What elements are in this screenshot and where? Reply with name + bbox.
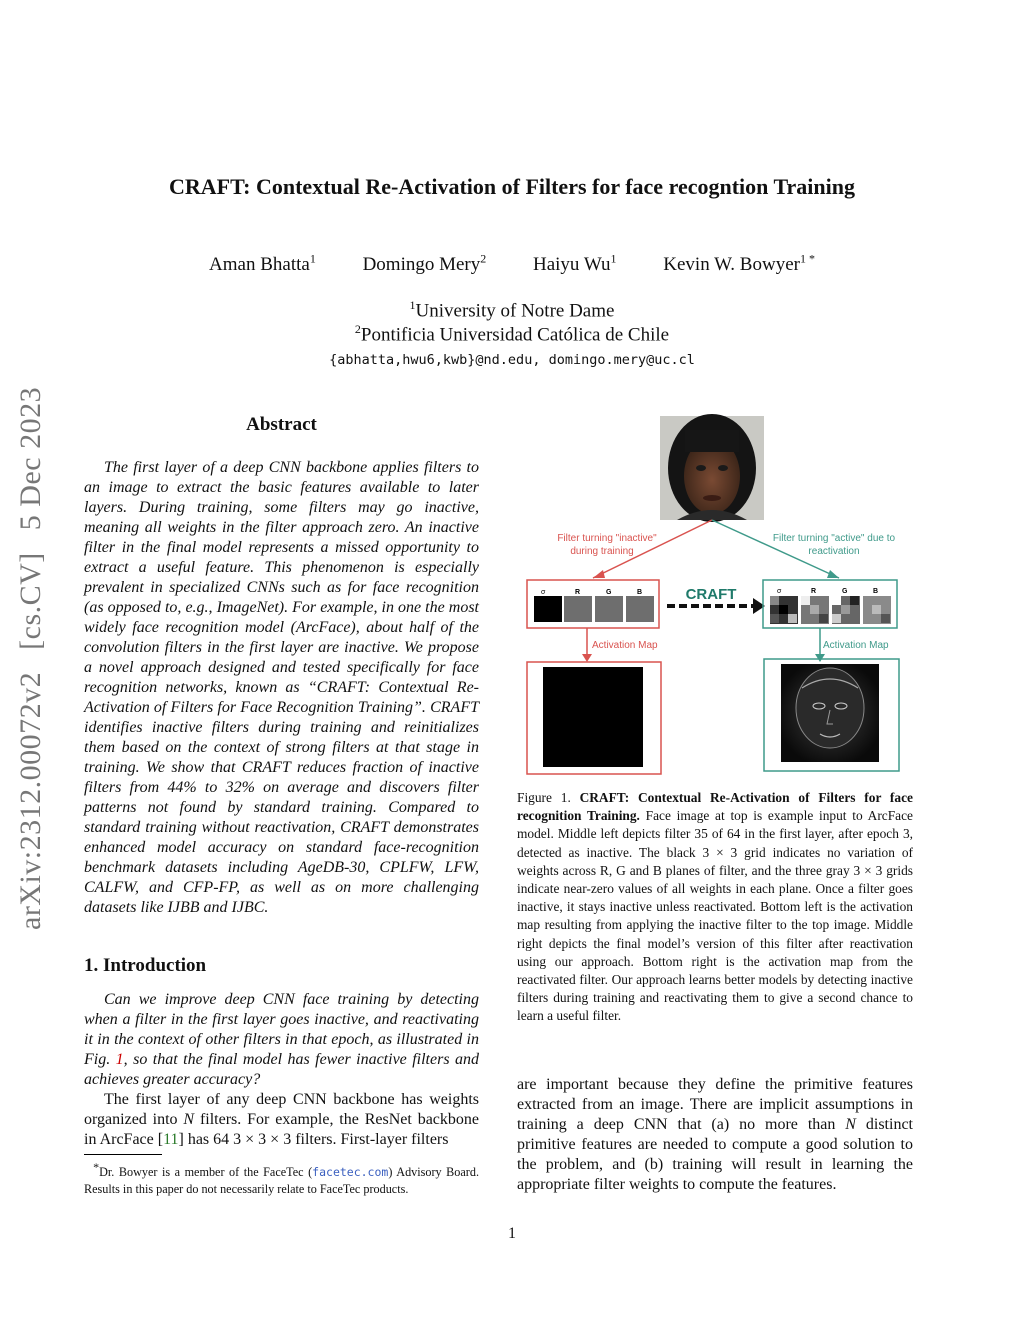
intro-paragraph: The first layer of any deep CNN backbone has weights organized into N filters. For example, the ResNet backbone in ArcFace [11] has 64 3 × 3 × 3 filters. First-layer filters — [84, 1091, 479, 1148]
caption-title: CRAFT: Contextual Re-Activation of Filters for face recognition Training. — [517, 790, 913, 824]
inactive-filter-planes — [534, 586, 654, 622]
citation-link[interactable]: 11 — [163, 1131, 179, 1148]
svg-text:G: G — [606, 589, 612, 596]
facetec-link[interactable]: facetec.com — [312, 1165, 389, 1180]
figure-1 — [517, 408, 913, 780]
email-line: {abhatta,hwu6,kwb}@nd.edu, domingo.mery@uc.cl — [329, 352, 695, 368]
page-number: 1 — [508, 1225, 516, 1242]
craft-label: CRAFT — [685, 586, 737, 603]
right-column-text: are important because they define the primitive features extracted from an image. There are implicit assumptions in training a deep CNN that (a) no more than N distinct primitive features are needed to compute a good solution to the problem, and (b) training will result in learning the appropriate filter weights to compute the features. — [517, 1076, 913, 1193]
left-label: Filter turning "inactive" — [557, 533, 657, 544]
svg-text:B: B — [637, 589, 643, 596]
author: Kevin W. Bowyer$^{1 *}$ — [663, 252, 815, 276]
svg-text:σ: σ — [541, 589, 546, 596]
arxiv-date: 5 Dec 2023 — [14, 386, 47, 531]
figure-ref-link[interactable]: 1 — [115, 1051, 124, 1068]
abstract-body — [84, 458, 479, 918]
author-list — [0, 252, 1024, 276]
arxiv-category: [cs.CV] — [14, 552, 47, 650]
activation-map-label-right: Activation Map — [823, 640, 889, 651]
right-label: reactivation — [808, 546, 860, 557]
caption-label: Figure 1. — [517, 790, 571, 805]
svg-text:R: R — [575, 589, 581, 596]
introduction-body — [84, 990, 479, 1150]
arxiv-id: arXiv:2312.00072v2 — [14, 671, 47, 930]
inactive-activation-map — [543, 667, 643, 767]
section-heading-introduction: 1. Introduction — [84, 955, 207, 976]
figure-caption — [517, 789, 913, 1026]
svg-text:G: G — [842, 588, 848, 595]
svg-text:σ: σ — [777, 588, 782, 595]
right-label: Filter turning "active" due to — [772, 533, 896, 544]
arxiv-side-label — [14, 370, 54, 930]
affiliation: $^2$Pontificia Universidad Católica de Chile — [354, 322, 670, 346]
footnote: *Dr. Bowyer is a member of the FaceTec (facetec.com) Advisory Board. Results in this paper do not necessarily relate to FaceTec products. — [84, 1154, 479, 1198]
caption-text: Face image at top is example input to ArcFace model. Middle left depicts filter 35 of 64 in the first layer, after epoch 3, detected as inactive. The black 3 × 3 grid indicates no variation of weights across R, G and B planes of filter, and the three gray 3 × 3 grids indicate near-zero values of all weights in each plane. Once a filter goes inactive, it stays inactive unless reactivated. Bottom left is the activation map resulting from applying the inactive filter to the top image. Middle right depicts the final model’s version of this filter after reactivation using our approach. Bottom right is the activation map from the reactivated filter. Our approach learns better models by detecting inactive filters during training and reactivating them to give a second chance to learn a useful filter. — [517, 808, 913, 1024]
paper-title: CRAFT: Contextual Re-Activation of Filters for face recogntion Training — [169, 174, 855, 199]
reactivated-filter-planes — [770, 588, 891, 624]
intro-paragraph: Can we improve deep CNN face training by detecting when a filter in the first layer goes inactive, and reactivating it in the context of other filters in that epoch, as illustrated in Fig. 1, so that the final model has fewer inactive filters and achieves greater accuracy? — [84, 991, 479, 1088]
author: Aman Bhatta$^1$ — [209, 252, 316, 276]
abstract-heading: Abstract — [246, 414, 317, 435]
activation-map-label-left: Activation Map — [592, 640, 658, 651]
affiliation: $^1$University of Notre Dame — [409, 298, 615, 322]
abstract-text: The first layer of a deep CNN backbone applies filters to an image to extract the basic features available to later layers. During training, some filters may go inactive, meaning all weights in the filter approach zero. An inactive filter in the final model represents a missed opportunity to extract a useful feature. This phenomenon is especially prevalent in specialized CNNs such as for face recognition (as opposed to, e.g., ImageNet). For example, in one the most widely face recognition model (ArcFace), about half of the convolution filters in the first layer are inactive. We propose a novel approach designed and tested specifically for face recognition networks, known as “CRAFT: Contextual Re-Activation of Filters for Face Recognition Training”. CRAFT identifies inactive filters during training and reinitializes them based on the context of strong filters at that stage in training. We show that CRAFT reduces fraction of inactive filters from 44% to 32% on average and discovers filter patterns not found by standard training. Compared to standard training without reactivation, CRAFT demonstrates enhanced model accuracy on standard face-recognition benchmark datasets including AgeDB-30, CPLFW, LFW, CALFW, and CFP-FP, as well as on more challenging datasets like IJBB and IJBC. — [84, 459, 479, 916]
svg-text:B: B — [873, 588, 879, 595]
author: Haiyu Wu$^1$ — [533, 252, 617, 276]
reactive-activation-map — [781, 664, 879, 762]
left-label: during training — [570, 546, 634, 557]
author: Domingo Mery$^2$ — [362, 252, 487, 276]
svg-text:R: R — [811, 588, 817, 595]
face-photo — [660, 414, 764, 522]
